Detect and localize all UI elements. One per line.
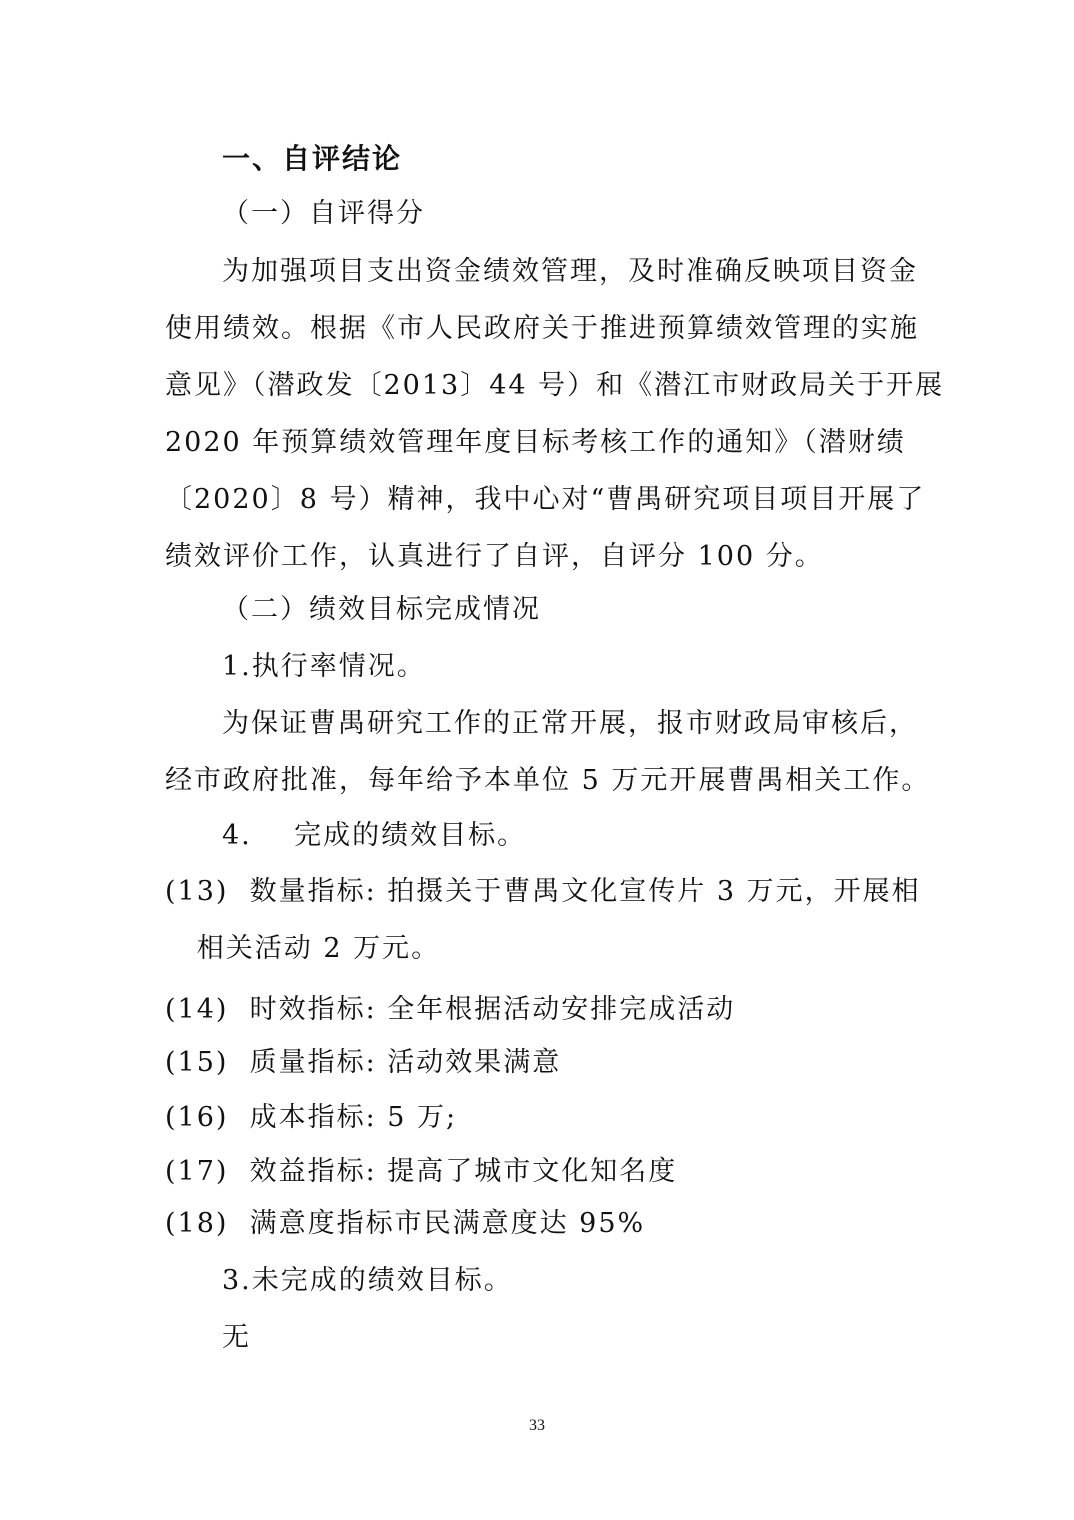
paragraph-line: 为加强项目支出资金绩效管理，及时准确反映项目资金 <box>222 256 918 287</box>
target-quantity-cont: 相关活动 2 万元。 <box>165 933 441 964</box>
target-satisfaction: (18) 满意度指标市民满意度达 95% <box>165 1208 646 1239</box>
item-completed-targets: 4. 完成的绩效目标。 <box>222 820 527 851</box>
paragraph-line: 2020 年预算绩效管理年度目标考核工作的通知》（潜财绩 <box>165 427 906 458</box>
target-timeliness: (14) 时效指标: 全年根据活动安排完成活动 <box>165 994 736 1025</box>
item-execution-rate: 1.执行率情况。 <box>222 651 426 682</box>
paragraph-line: 绩效评价工作，认真进行了自评，自评分 100 分。 <box>165 541 824 572</box>
item-uncompleted-targets: 3.未完成的绩效目标。 <box>222 1265 513 1296</box>
paragraph-line: 经市政府批准，每年给予本单位 5 万元开展曹禺相关工作。 <box>165 765 931 796</box>
target-quality: (15) 质量指标: 活动效果满意 <box>165 1047 562 1078</box>
subsection-self-score: （一）自评得分 <box>222 198 425 229</box>
section-heading: 一、自评结论 <box>222 142 403 175</box>
none-text: 无 <box>222 1322 251 1353</box>
subsection-targets: （二）绩效目标完成情况 <box>222 594 541 625</box>
target-benefit: (17) 效益指标: 提高了城市文化知名度 <box>165 1156 678 1187</box>
target-cost: (16) 成本指标: 5 万; <box>165 1102 458 1133</box>
paragraph-line: 〔2020〕8 号）精神，我中心对“曹禺研究项目项目开展了 <box>165 484 926 515</box>
paragraph-line: 使用绩效。根据《市人民政府关于推进预算绩效管理的实施 <box>165 313 919 344</box>
paragraph-line: 意见》（潜政发〔2013〕44 号）和《潜江市财政局关于开展 <box>165 370 945 401</box>
page-number: 33 <box>529 1417 545 1434</box>
target-quantity: (13) 数量指标: 拍摄关于曹禺文化宣传片 3 万元，开展相 <box>165 876 921 907</box>
paragraph-line: 为保证曹禺研究工作的正常开展，报市财政局审核后， <box>222 708 918 739</box>
